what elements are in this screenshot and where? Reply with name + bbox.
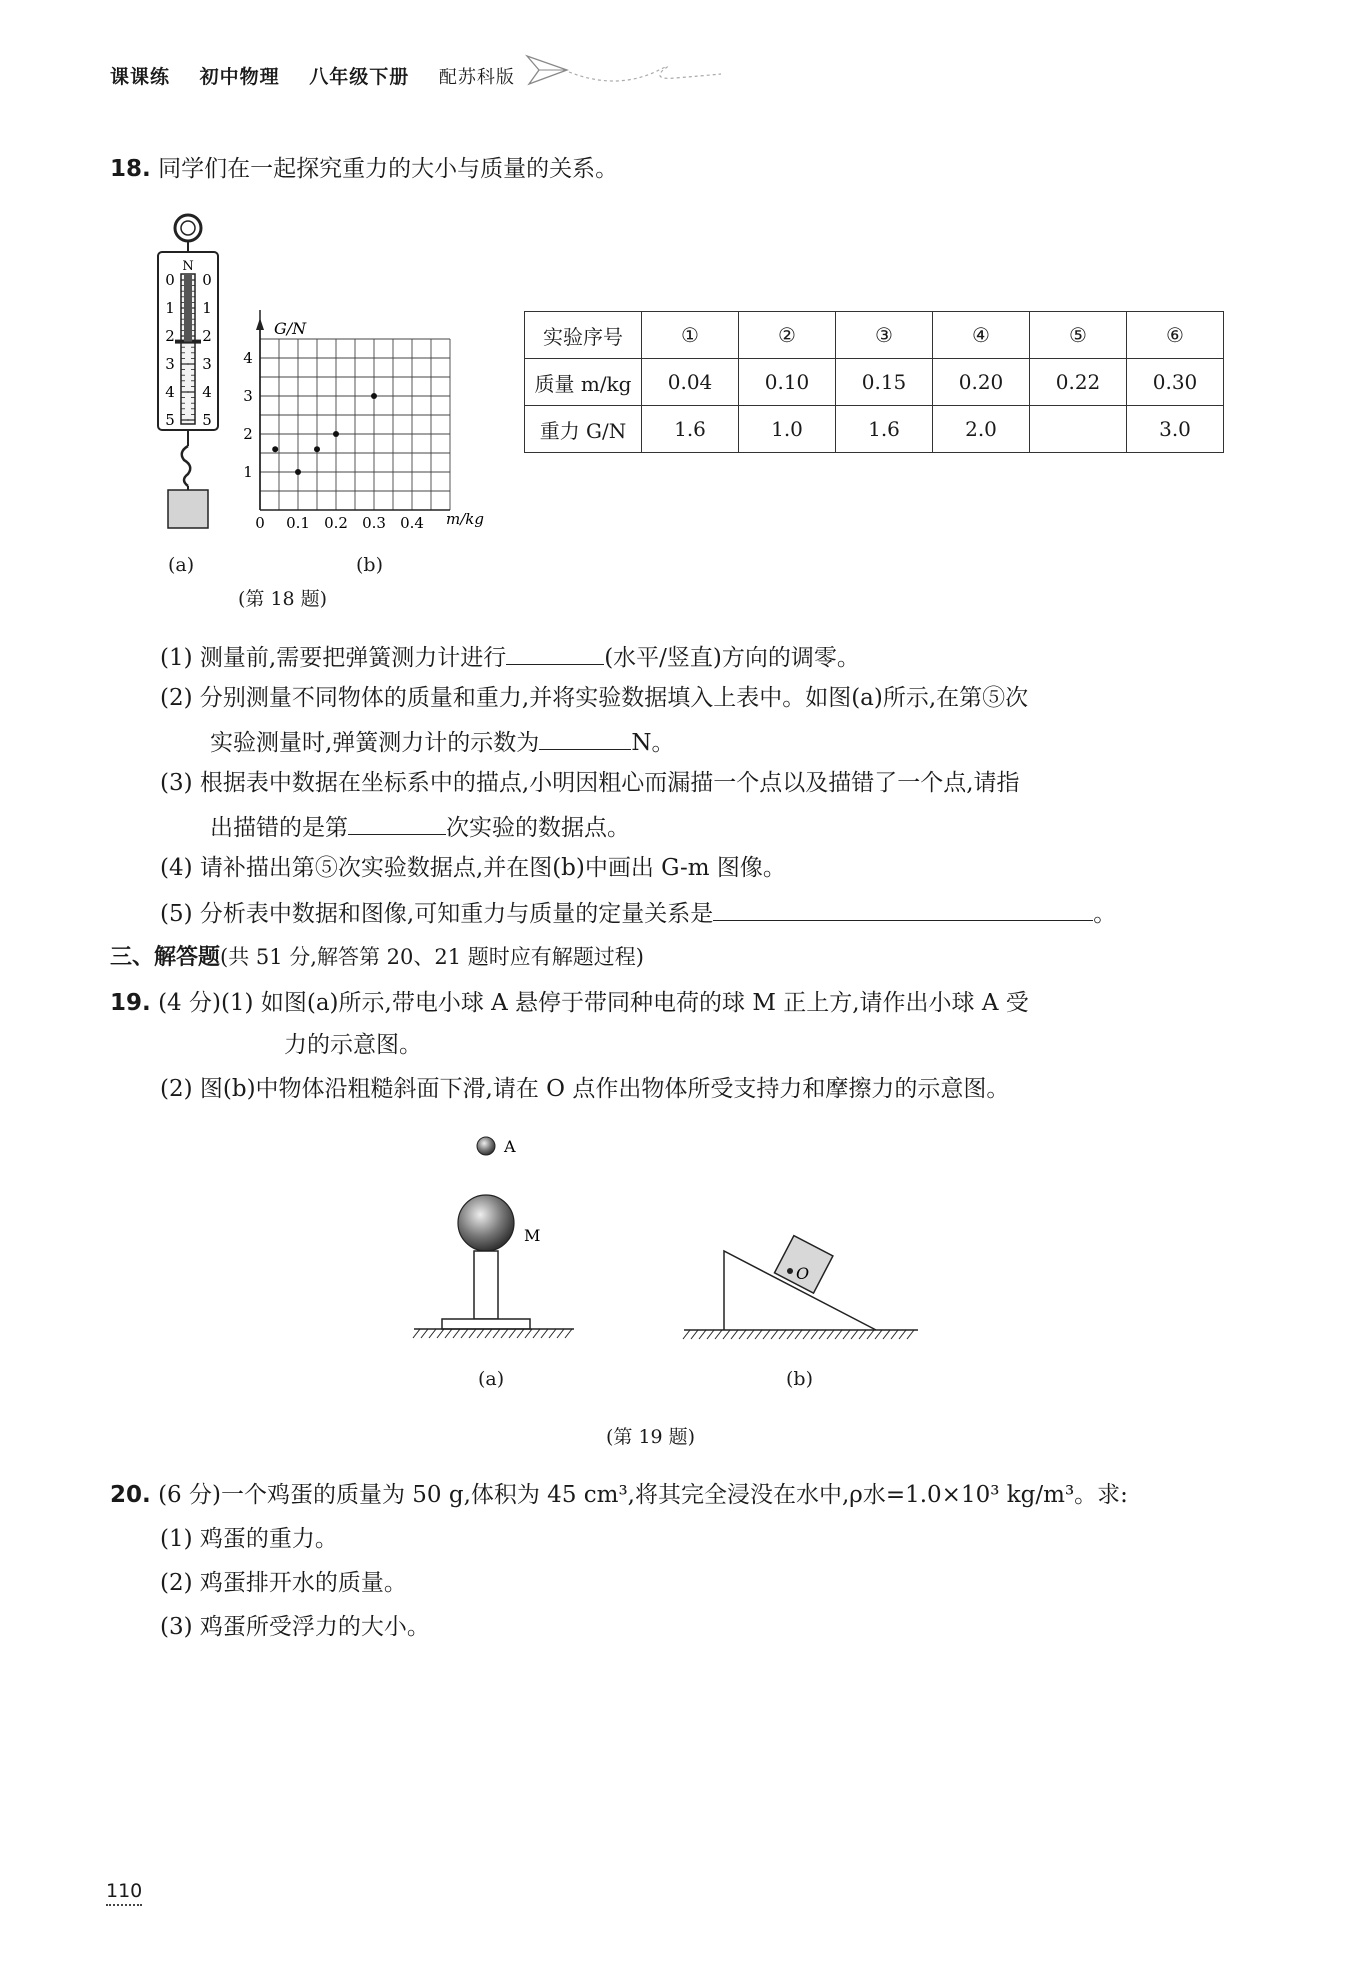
q18-part2-text-end: N。	[631, 730, 675, 756]
q18-part2-line2	[210, 725, 674, 758]
hatch-line	[787, 1330, 794, 1339]
hatch-line	[867, 1330, 874, 1339]
y-tick-label: 1	[243, 463, 253, 481]
q20-stem-line	[110, 1480, 1128, 1510]
section-3-heading	[110, 940, 644, 971]
stand-base	[442, 1319, 530, 1329]
ball-m-label: M	[524, 1226, 541, 1245]
seq-cell: ②	[739, 312, 836, 359]
edition-name: 配苏科版	[438, 67, 515, 88]
q20-part2: (2) 鸡蛋排开水的质量。	[160, 1570, 407, 1596]
hatch-line	[771, 1330, 778, 1339]
hatch-line	[803, 1330, 810, 1339]
q20-part1: (1) 鸡蛋的重力。	[160, 1526, 338, 1552]
hatch-line	[541, 1329, 548, 1338]
x-tick-label: 0	[255, 514, 265, 532]
hatch-line	[699, 1330, 706, 1339]
hatch-line	[835, 1330, 842, 1339]
ball-a-label: A	[504, 1137, 516, 1156]
hatch-line	[859, 1330, 866, 1339]
q19-fig-caption: (第 19 题)	[606, 1426, 696, 1448]
y-tick-label: 3	[243, 387, 253, 405]
hatch-line	[493, 1329, 500, 1338]
q19-fig-b	[680, 1225, 930, 1355]
hatch-line	[811, 1330, 818, 1339]
data-point	[272, 446, 278, 452]
row-label-seq: 实验序号	[525, 312, 642, 359]
q18-fig-b-label: (b)	[356, 554, 383, 576]
graph-y-ticks	[243, 349, 253, 481]
q18-number: 18.	[110, 156, 151, 182]
hatch-line	[453, 1329, 460, 1338]
q19-fig-a	[410, 1125, 590, 1355]
graph-x-ticks	[255, 514, 424, 532]
series-name: 课课练	[110, 66, 171, 88]
hatch-line	[549, 1329, 556, 1338]
q18-fig-a-label: (a)	[168, 554, 195, 576]
q18-data-table	[524, 311, 1224, 453]
x-tick-label: 0.3	[362, 514, 386, 532]
ball-a	[477, 1137, 495, 1155]
hatch-line	[517, 1329, 524, 1338]
hatch-line	[843, 1330, 850, 1339]
meter-label-left: 1	[165, 299, 175, 317]
x-tick-label: 0.1	[286, 514, 310, 532]
hatch-line	[501, 1329, 508, 1338]
seq-cell: ①	[642, 312, 739, 359]
q19-fig-b-label: (b)	[786, 1368, 813, 1390]
hatch-line	[819, 1330, 826, 1339]
hatch-line	[723, 1330, 730, 1339]
hatch-line	[477, 1329, 484, 1338]
weight-cell: 2.0	[933, 406, 1030, 453]
mass-cell: 0.20	[933, 359, 1030, 406]
meter-label-left: 5	[165, 411, 175, 429]
weight-cell: 3.0	[1127, 406, 1224, 453]
table-row-mass	[525, 359, 1224, 406]
seq-cell: ⑥	[1127, 312, 1224, 359]
q18-stem-line	[110, 154, 618, 184]
q19-fig-a-label: (a)	[478, 1368, 505, 1390]
mass-cell: 0.15	[836, 359, 933, 406]
ground-hatch	[413, 1329, 572, 1338]
hatch-line	[747, 1330, 754, 1339]
section-3-title: 三、解答题	[110, 945, 221, 970]
meter-label-right: 3	[202, 355, 212, 373]
q18-part2-text: 实验测量时,弹簧测力计的示数为	[210, 730, 540, 756]
meter-label-left: 0	[165, 271, 175, 289]
hatch-line	[413, 1329, 420, 1338]
y-tick-label: 2	[243, 425, 253, 443]
hatch-line	[461, 1329, 468, 1338]
mass-cell: 0.22	[1030, 359, 1127, 406]
ball-m	[458, 1195, 514, 1251]
hatch-line	[851, 1330, 858, 1339]
point-o	[787, 1268, 793, 1274]
hatch-line	[891, 1330, 898, 1339]
weight-cell-empty[interactable]	[1030, 406, 1127, 453]
table-row-seq	[525, 312, 1224, 359]
q18-part1-text: (1) 测量前,需要把弹簧测力计进行	[160, 645, 507, 671]
paper-plane-icon	[525, 50, 725, 98]
seq-cell: ④	[933, 312, 1030, 359]
data-point	[333, 431, 339, 437]
hatch-line	[437, 1329, 444, 1338]
meter-spring	[184, 274, 192, 342]
meter-label-left: 2	[165, 327, 175, 345]
insulating-stand	[474, 1251, 498, 1319]
hatch-line	[827, 1330, 834, 1339]
graph-xlabel: m/kg	[446, 510, 484, 528]
data-point	[314, 446, 320, 452]
row-label-mass: 质量 m/kg	[525, 359, 642, 406]
seq-cell: ③	[836, 312, 933, 359]
y-tick-label: 4	[243, 349, 253, 367]
q19-line1-text: (4 分)(1) 如图(a)所示,带电小球 A 悬停于带同种电荷的球 M 正上方,请作出小球 A 受	[158, 990, 1029, 1016]
q19-line2: 力的示意图。	[284, 1032, 422, 1058]
hatch-line	[707, 1330, 714, 1339]
q19-line3: (2) 图(b)中物体沿粗糙斜面下滑,请在 O 点作出物体所受支持力和摩擦力的示意图。	[160, 1076, 1010, 1102]
q18-part5-text: (5) 分析表中数据和图像,可知重力与质量的定量关系是	[160, 901, 714, 927]
stage-name: 初中物理	[199, 66, 280, 88]
hatch-line	[715, 1330, 722, 1339]
meter-label-right: 1	[202, 299, 212, 317]
x-tick-label: 0.4	[400, 514, 424, 532]
hatch-line	[763, 1330, 770, 1339]
hatch-line	[469, 1329, 476, 1338]
q18-part5-text-end: 。	[1093, 901, 1117, 927]
hatch-line	[429, 1329, 436, 1338]
hatch-line	[525, 1329, 532, 1338]
hanging-weight	[168, 490, 208, 528]
q18-part3-line1: (3) 根据表中数据在坐标系中的描点,小明因粗心而漏描一个点以及描错了一个点,请指	[160, 770, 1020, 796]
mass-cell: 0.30	[1127, 359, 1224, 406]
graph-ylabel: G/N	[274, 319, 307, 338]
data-point	[371, 393, 377, 399]
ground-hatch	[683, 1330, 914, 1339]
x-tick-label: 0.2	[324, 514, 348, 532]
hatch-line	[445, 1329, 452, 1338]
q18-part1	[160, 640, 860, 673]
q18-part4: (4) 请补描出第⑤次实验数据点,并在图(b)中画出 G-m 图像。	[160, 855, 786, 881]
hatch-line	[565, 1329, 572, 1338]
q18-part1-text-end: (水平/竖直)方向的调零。	[604, 645, 860, 671]
graph-grid	[260, 339, 450, 510]
answer-blank[interactable]	[506, 640, 604, 665]
hatch-line	[899, 1330, 906, 1339]
answer-blank[interactable]	[539, 725, 631, 750]
hatch-line	[779, 1330, 786, 1339]
hatch-line	[683, 1330, 690, 1339]
table-row-weight	[525, 406, 1224, 453]
q20-number: 20.	[110, 1482, 151, 1508]
hatch-line	[739, 1330, 746, 1339]
meter-label-left: 4	[165, 383, 175, 401]
hatch-line	[795, 1330, 802, 1339]
seq-cell: ⑤	[1030, 312, 1127, 359]
row-label-weight: 重力 G/N	[525, 406, 642, 453]
weight-cell: 1.0	[739, 406, 836, 453]
q18-part2-line1: (2) 分别测量不同物体的质量和重力,并将实验数据填入上表中。如图(a)所示,在第⑤次	[160, 685, 1029, 711]
hatch-line	[485, 1329, 492, 1338]
hatch-line	[533, 1329, 540, 1338]
mass-cell: 0.04	[642, 359, 739, 406]
hatch-line	[421, 1329, 428, 1338]
q20-part3: (3) 鸡蛋所受浮力的大小。	[160, 1614, 430, 1640]
meter-label-right: 5	[202, 411, 212, 429]
q19-number: 19.	[110, 990, 151, 1016]
point-o-label: O	[796, 1264, 810, 1283]
answer-blank[interactable]	[713, 896, 1093, 921]
q20-stem: (6 分)一个鸡蛋的质量为 50 g,体积为 45 cm³,将其完全浸没在水中,ρ水=1.0×10³ kg/m³。求:	[158, 1482, 1128, 1508]
grade-name: 八年级下册	[309, 66, 410, 88]
hatch-line	[875, 1330, 882, 1339]
hatch-line	[755, 1330, 762, 1339]
meter-unit: N	[182, 259, 194, 274]
hatch-line	[557, 1329, 564, 1338]
mass-cell: 0.10	[739, 359, 836, 406]
weight-cell: 1.6	[836, 406, 933, 453]
q18-part5	[160, 896, 1116, 929]
q19-line1	[110, 988, 1029, 1018]
spring-scale-figure	[150, 208, 230, 538]
answer-blank[interactable]	[348, 810, 446, 835]
hatch-line	[731, 1330, 738, 1339]
q18-fig-caption: (第 18 题)	[238, 588, 328, 610]
meter-label-right: 0	[202, 271, 212, 289]
meter-label-right: 2	[202, 327, 212, 345]
g-m-graph	[240, 310, 510, 540]
q18-part3-text-end: 次实验的数据点。	[446, 815, 630, 841]
hatch-line	[509, 1329, 516, 1338]
hatch-line	[691, 1330, 698, 1339]
q18-part3-line2	[210, 810, 630, 843]
hatch-line	[907, 1330, 914, 1339]
y-axis-arrow	[256, 318, 264, 330]
hatch-line	[883, 1330, 890, 1339]
meter-label-left: 3	[165, 355, 175, 373]
weight-cell: 1.6	[642, 406, 739, 453]
q18-part3-text: 出描错的是第	[210, 815, 348, 841]
page-number: 110	[106, 1880, 142, 1906]
data-point	[295, 469, 301, 475]
meter-label-right: 4	[202, 383, 212, 401]
q18-data-table-wrap	[524, 311, 1224, 453]
page-header	[110, 62, 537, 89]
section-3-note: (共 51 分,解答第 20、21 题时应有解题过程)	[220, 945, 644, 969]
q18-stem: 同学们在一起探究重力的大小与质量的关系。	[158, 156, 619, 182]
